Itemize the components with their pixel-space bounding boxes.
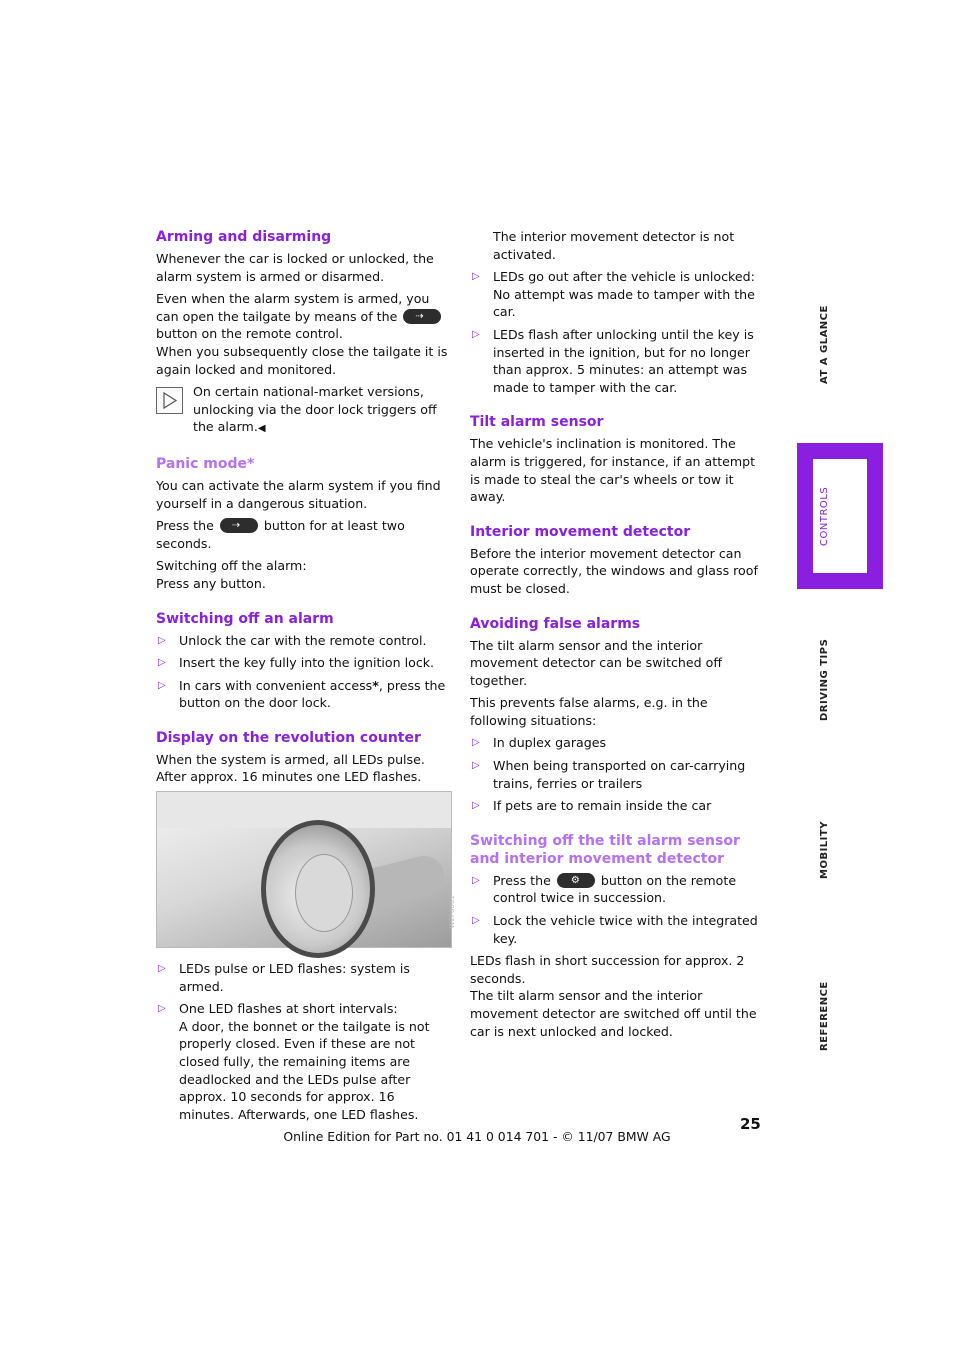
- section-tilt: [470, 413, 762, 505]
- section-interior: [470, 523, 762, 598]
- list-item: ▷ Lock the vehicle twice with the integrated key.: [472, 913, 758, 946]
- heading-interior: Interior movement detector: [470, 523, 691, 540]
- sidebar-tab-at-a-glance[interactable]: AT A GLANCE: [819, 305, 830, 384]
- section-switch-off: [156, 610, 452, 712]
- list-item: ▷ Press the ⚙ button on the remote control twice in succession.: [472, 872, 737, 906]
- bullet-arrow-icon: ▷: [472, 800, 480, 812]
- sidebar-tab-reference[interactable]: REFERENCE: [819, 981, 830, 1051]
- avoiding-list: [470, 734, 762, 814]
- panic-paragraph-4: Press any button.: [156, 575, 266, 591]
- bullet-arrow-icon: ▷: [472, 737, 480, 749]
- sidebar-tab-mobility[interactable]: MOBILITY: [819, 821, 830, 879]
- list-item: ▷ LEDs flash after unlocking until the key is inserted in the ignition, but for no longer than approx. 5 minutes: an attempt was made to tamper with the car.: [472, 326, 754, 395]
- section-continuation: [470, 228, 762, 396]
- bullet-arrow-icon: ▷: [158, 634, 166, 646]
- bullet-arrow-icon: ▷: [158, 1003, 166, 1015]
- heading-arming: Arming and disarming: [156, 229, 332, 245]
- sidebar-tab-driving-tips[interactable]: DRIVING TIPS: [819, 638, 830, 721]
- bullet-arrow-icon: ▷: [472, 328, 480, 340]
- list-item: ▷ One LED flashes at short intervals: A door, the bonnet or the tailgate is not properly closed. Even if these are not closed fully, the remaining items are deadlocked and the LEDs pulse after approx. 10 seconds for approx. 16 minutes. Afterwards, one LED flashes.: [158, 1001, 430, 1122]
- revolution-counter-photo: [156, 791, 456, 948]
- bullet-arrow-icon: ▷: [472, 915, 480, 927]
- arming-paragraph-1: Whenever the car is locked or unlocked, the alarm system is armed or disarmed.: [156, 251, 434, 284]
- list-item: ▷ If pets are to remain inside the car: [472, 798, 712, 814]
- list-item: ▷ In cars with convenient access*, press the button on the door lock.: [158, 677, 446, 711]
- list-item: ▷ Unlock the car with the remote control.: [158, 632, 427, 648]
- panic-paragraph-2: Press the ⇢ button for at least two seconds.: [156, 518, 405, 551]
- bullet-arrow-icon: ▷: [472, 271, 480, 283]
- footer-edition-text: Online Edition for Part no. 01 41 0 014 701 - © 11/07 BMW AG: [283, 1129, 671, 1144]
- list-item: ▷ Insert the key fully into the ignition lock.: [158, 655, 435, 671]
- panic-paragraph-3: Switching off the alarm:: [156, 558, 307, 574]
- heading-switching-tilt: Switching off the tilt alarm sensor and interior movement detector: [470, 832, 740, 867]
- bullet-arrow-icon: ▷: [472, 760, 480, 772]
- heading-display: Display on the revolution counter: [156, 729, 421, 746]
- tailgate-key-button-icon: ⇢: [403, 309, 441, 324]
- avoiding-paragraph-2: This prevents false alarms, e.g. in the following situations:: [470, 695, 708, 728]
- switching-tilt-paragraph-2: The tilt alarm sensor and the interior movement detector are switched off until the car is next unlocked and locked.: [470, 988, 757, 1039]
- end-marker-icon: ◀: [257, 423, 266, 435]
- panic-paragraph-1: You can activate the alarm system if you find yourself in a dangerous situation.: [156, 477, 441, 511]
- section-switching-tilt: [470, 832, 762, 1040]
- display-list: [156, 960, 452, 1123]
- image-code: W2P8061: [447, 895, 456, 929]
- page-number: 25: [740, 1115, 761, 1133]
- heading-tilt: Tilt alarm sensor: [470, 414, 604, 431]
- bullet-arrow-icon: ▷: [158, 963, 166, 975]
- arming-paragraph-3: When you subsequently close the tailgate it is again locked and monitored.: [156, 343, 448, 377]
- heading-avoiding: Avoiding false alarms: [470, 615, 641, 632]
- lock-key-button-icon: ⚙: [557, 873, 595, 888]
- continuation-list: [470, 268, 762, 396]
- display-paragraph-1: When the system is armed, all LEDs pulse. After approx. 16 minutes one LED flashes.: [156, 751, 425, 785]
- section-panic: [156, 455, 452, 593]
- list-item: ▷ LEDs go out after the vehicle is unlocked: No attempt was made to tamper with the car.: [472, 269, 755, 320]
- heading-panic: Panic mode*: [156, 455, 255, 472]
- note-block: [156, 383, 452, 438]
- continuation-paragraph: The interior movement detector is not activated.: [493, 229, 735, 262]
- avoiding-paragraph-1: The tilt alarm sensor and the interior movement detector can be switched off together.: [470, 637, 722, 688]
- list-item: ▷ When being transported on car-carrying trains, ferries or trailers: [472, 758, 746, 791]
- interior-paragraph: Before the interior movement detector can operate correctly, the windows and glass roof must be closed.: [470, 545, 758, 596]
- arming-paragraph-2: Even when the alarm system is armed, you can open the tailgate by means of the ⇢ button on the remote control.: [156, 290, 452, 343]
- left-column: [156, 228, 456, 1128]
- switching-tilt-list: [470, 872, 762, 947]
- section-display: [156, 729, 456, 1124]
- note-triangle-icon: [156, 387, 183, 414]
- heading-switch-off: Switching off an alarm: [156, 610, 334, 627]
- section-arming: [156, 228, 452, 438]
- sidebar-tab-controls[interactable]: CONTROLS: [819, 486, 830, 546]
- bullet-arrow-icon: ▷: [158, 657, 166, 669]
- sidebar-active-tab-background: [797, 443, 883, 589]
- list-item: ▷ LEDs pulse or LED flashes: system is armed.: [158, 961, 410, 994]
- switching-tilt-paragraph-1: LEDs flash in short succession for approx. 2 seconds.: [470, 953, 745, 986]
- list-item: ▷ In duplex garages: [472, 735, 607, 751]
- switch-off-list: [156, 632, 452, 712]
- note-text: On certain national-market versions, unlocking via the door lock triggers off the alarm.◀: [193, 384, 437, 435]
- right-column: [470, 228, 762, 1045]
- bullet-arrow-icon: ▷: [472, 874, 480, 886]
- bullet-arrow-icon: ▷: [158, 679, 166, 691]
- section-avoiding: [470, 615, 762, 815]
- tilt-paragraph: The vehicle's inclination is monitored. The alarm is triggered, for instance, if an attempt is made to steal the car's wheels or tow it away.: [470, 436, 756, 505]
- panic-key-button-icon: ⇢: [220, 518, 258, 533]
